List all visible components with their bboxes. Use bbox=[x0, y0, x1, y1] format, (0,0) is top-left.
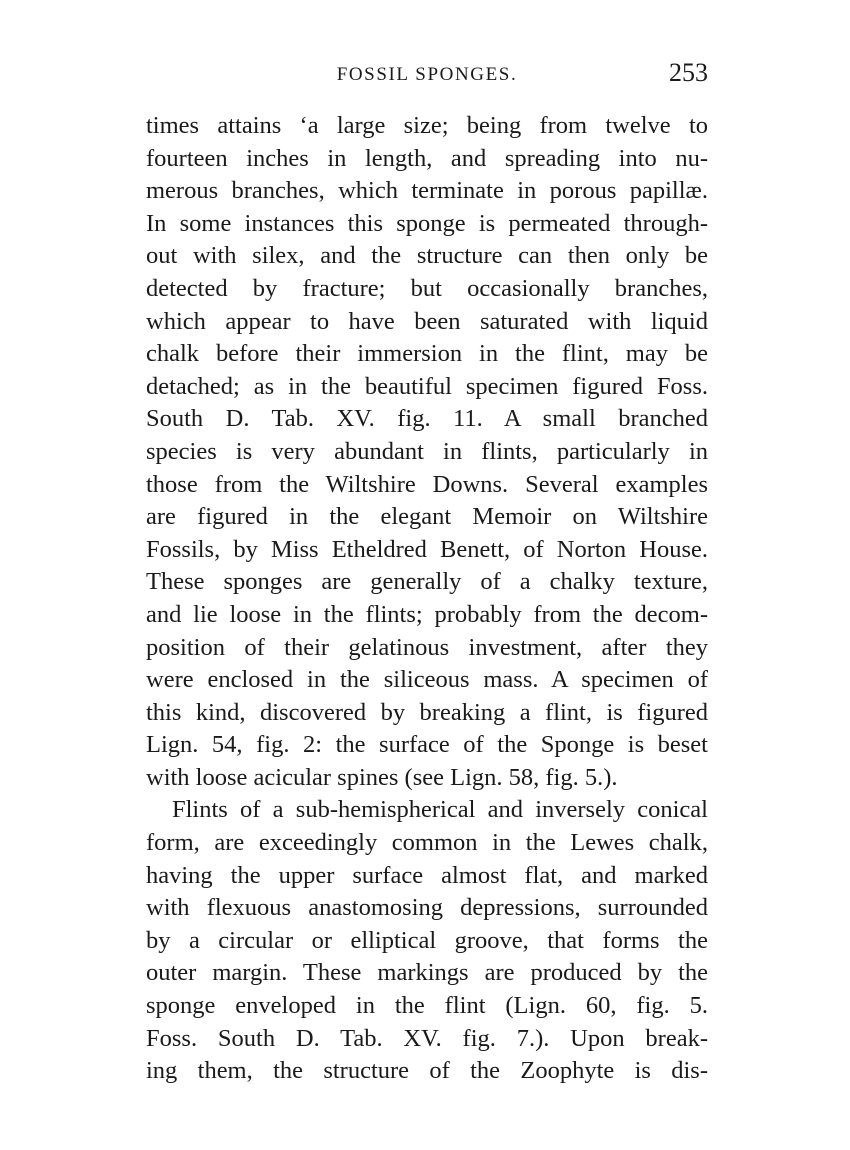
text-line: with loose acicular spines (see Lign. 58, fig. 5.). bbox=[146, 763, 618, 791]
text-line: and lie loose in the flints; probably from the decom- bbox=[146, 600, 708, 628]
text-line: having the upper surface almost flat, and marked bbox=[146, 861, 708, 889]
text-line: those from the Wiltshire Downs. Several examples bbox=[146, 470, 708, 498]
text-line: form, are exceedingly common in the Lewes chalk, bbox=[146, 829, 708, 857]
text-line: this kind, discovered by breaking a flint, is figured bbox=[146, 698, 708, 726]
text-line: detached; as in the beautiful specimen figured Foss. bbox=[146, 372, 708, 400]
text-line: detected by fracture; but occasionally branches, bbox=[146, 274, 708, 302]
text-line: In some instances this sponge is permeated through- bbox=[146, 209, 708, 237]
text-line: by a circular or elliptical groove, that forms the bbox=[146, 926, 708, 954]
running-head bbox=[146, 58, 708, 92]
text-line: outer margin. These markings are produced by the bbox=[146, 959, 708, 987]
text-line: species is very abundant in flints, particularly in bbox=[146, 437, 708, 465]
text-line: Fossils, by Miss Etheldred Benett, of Norton House. bbox=[146, 535, 708, 563]
text-line: sponge enveloped in the flint (Lign. 60, fig. 5. bbox=[146, 992, 708, 1020]
text-line: Lign. 54, fig. 2: the surface of the Sponge is beset bbox=[146, 731, 708, 759]
page-number: 253 bbox=[669, 58, 708, 87]
text-line: out with silex, and the structure can then only be bbox=[146, 242, 708, 270]
text-line: Foss. South D. Tab. XV. fig. 7.). Upon break- bbox=[146, 1024, 708, 1052]
text-line: chalk before their immersion in the flint, may be bbox=[146, 340, 708, 368]
body-text bbox=[146, 110, 708, 1088]
text-line: position of their gelatinous investment, after they bbox=[146, 633, 708, 661]
text-line: are figured in the elegant Memoir on Wiltshire bbox=[146, 503, 708, 531]
text-line: These sponges are generally of a chalky texture, bbox=[146, 568, 708, 596]
text-line: South D. Tab. XV. fig. 11. A small branched bbox=[146, 405, 708, 433]
text-line: fourteen inches in length, and spreading into nu- bbox=[146, 144, 708, 172]
running-title: FOSSIL SPONGES. bbox=[336, 64, 518, 85]
text-line: were enclosed in the siliceous mass. A specimen of bbox=[146, 666, 708, 694]
text-line: times attains ‘a large size; being from twelve to bbox=[146, 112, 708, 139]
text-line: ing them, the structure of the Zoophyte is dis- bbox=[146, 1057, 708, 1085]
text-line: merous branches, which terminate in porous papillæ. bbox=[146, 177, 708, 205]
text-line: which appear to have been saturated with liquid bbox=[146, 307, 708, 335]
text-line: with flexuous anastomosing depressions, surrounded bbox=[146, 894, 708, 922]
text-line: Flints of a sub-hemispherical and inversely conical bbox=[172, 796, 708, 824]
